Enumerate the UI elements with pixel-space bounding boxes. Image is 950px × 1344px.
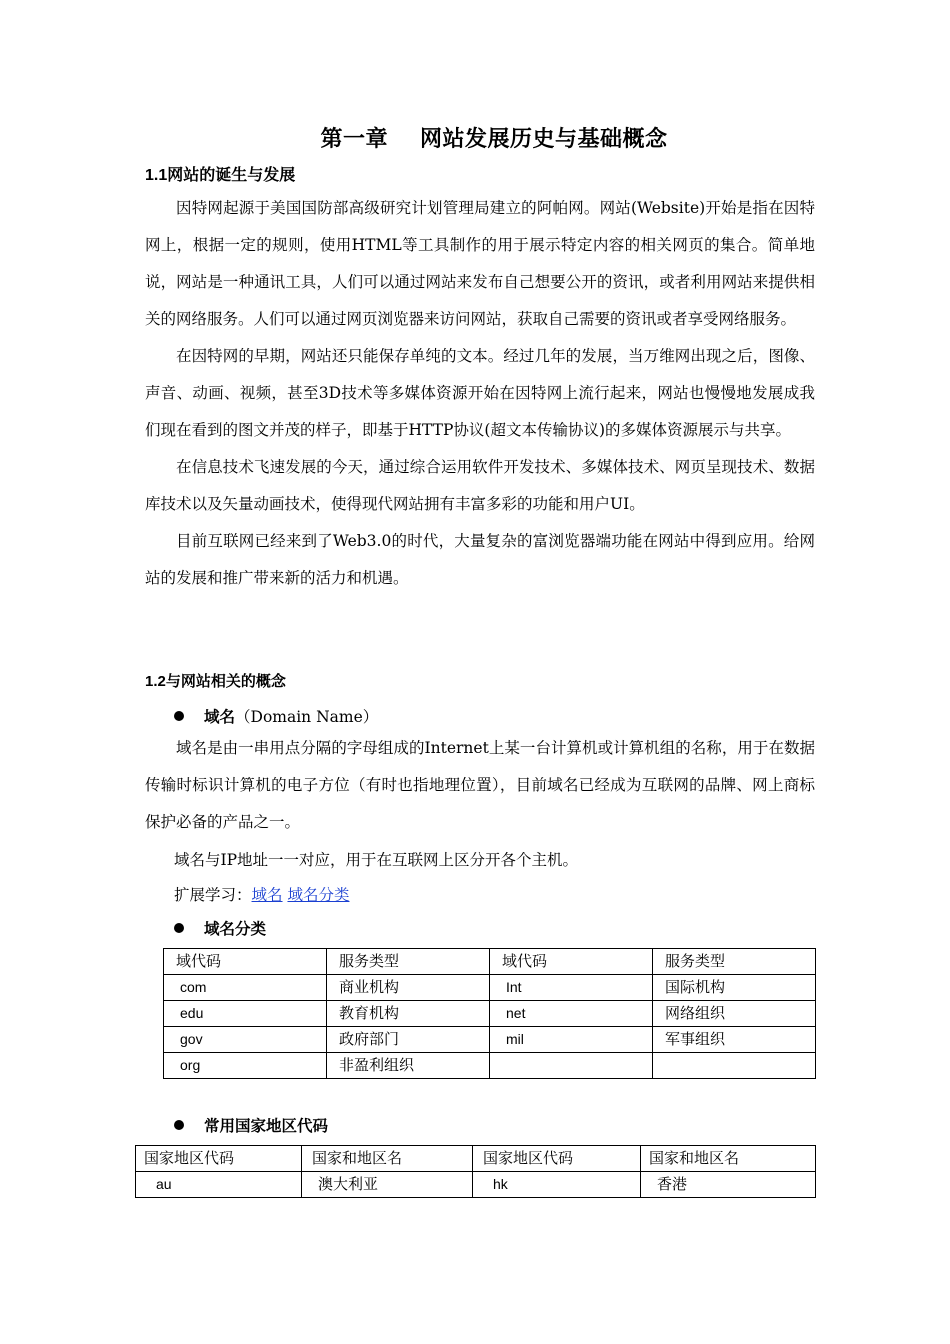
table-cell: 网络组织: [653, 1001, 816, 1027]
section-heading-1-2: 1.2与网站相关的概念: [145, 672, 286, 690]
table-cell: 军事组织: [653, 1027, 816, 1053]
table-header-cell: 域代码: [490, 949, 653, 975]
link-domain[interactable]: 域名: [251, 886, 283, 904]
table-row: [164, 975, 816, 1001]
domain-types-table: [163, 948, 816, 1079]
bullet-icon: [174, 711, 184, 721]
table-header-cell: 服务类型: [653, 949, 816, 975]
table-cell: 商业机构: [327, 975, 490, 1001]
table-header-cell: 域代码: [164, 949, 327, 975]
ip-mapping-line: 域名与IP地址一一对应，用于在互联网上区分开各个主机。: [174, 851, 579, 869]
table-row: [164, 1053, 816, 1079]
table-cell: 非盈利组织: [327, 1053, 490, 1079]
bullet-icon: [174, 923, 184, 933]
table-cell: [653, 1053, 816, 1079]
table-cell: 政府部门: [327, 1027, 490, 1053]
table-cell: com: [164, 975, 327, 1001]
country-codes-table: [135, 1145, 816, 1198]
table-cell: net: [490, 1001, 653, 1027]
section-1-1-body: [145, 190, 815, 597]
table-cell: 国际机构: [653, 975, 816, 1001]
table-header-row: [164, 949, 816, 975]
extend-learning: [174, 883, 349, 905]
paragraph: 目前互联网已经来到了Web3.0的时代，大量复杂的富浏览器端功能在网站中得到应用。给网站的发展和推广带来新的活力和机遇。: [145, 532, 815, 587]
table-cell: 澳大利亚: [302, 1172, 473, 1198]
bullet-domain-types: 域名分类: [174, 917, 266, 939]
bullet-domain-name: 域名（Domain Name）: [174, 705, 378, 727]
bullet-country-codes: 常用国家地区代码: [174, 1114, 328, 1136]
table-cell: gov: [164, 1027, 327, 1053]
table-header-cell: 国家地区代码: [473, 1146, 641, 1172]
chapter-name: 网站发展历史与基础概念: [420, 126, 668, 152]
bullet-icon: [174, 1120, 184, 1130]
table-header-row: [136, 1146, 816, 1172]
table-cell: hk: [473, 1172, 641, 1198]
section-heading-1-1: 1.1网站的诞生与发展: [145, 165, 296, 184]
paragraph: 因特网起源于美国国防部高级研究计划管理局建立的阿帕网。网站(Website)开始是指在因特网上，根据一定的规则，使用HTML等工具制作的用于展示特定内容的相关网页的集合。简单地说，网站是一种通讯工具，人们可以通过网站来发布自己想要公开的资讯，或者利用网站来提供相关的网络服务。人们可以通过网页浏览器来访问网站，获取自己需要的资讯或者享受网络服务。: [145, 199, 815, 328]
table-row: [164, 1027, 816, 1053]
table-cell: edu: [164, 1001, 327, 1027]
table-header-cell: 国家和地区名: [302, 1146, 473, 1172]
table-header-cell: 服务类型: [327, 949, 490, 975]
chapter-title: [0, 122, 950, 153]
table-cell: au: [136, 1172, 302, 1198]
table-header-cell: 国家和地区名: [641, 1146, 816, 1172]
table-cell: org: [164, 1053, 327, 1079]
table-row: [136, 1172, 816, 1198]
paragraph: 域名是由一串用点分隔的字母组成的Internet上某一台计算机或计算机组的名称，用于在数据传输时标识计算机的电子方位（有时也指地理位置），目前域名已经成为互联网的品牌、网上商标保护必备的产品之一。: [145, 739, 815, 831]
table-cell: 教育机构: [327, 1001, 490, 1027]
table-cell: [490, 1053, 653, 1079]
extend-label: 扩展学习：: [174, 886, 252, 904]
paragraph: 在信息技术飞速发展的今天，通过综合运用软件开发技术、多媒体技术、网页呈现技术、数据库技术以及矢量动画技术，使得现代网站拥有丰富多彩的功能和用户UI。: [145, 458, 815, 513]
link-domain-types[interactable]: 域名分类: [287, 886, 350, 904]
table-cell: 香港: [641, 1172, 816, 1198]
table-cell: mil: [490, 1027, 653, 1053]
domain-description: [145, 730, 815, 841]
table-header-cell: 国家地区代码: [136, 1146, 302, 1172]
chapter-number: 第一章: [320, 126, 388, 152]
table-cell: Int: [490, 975, 653, 1001]
paragraph: 在因特网的早期，网站还只能保存单纯的文本。经过几年的发展，当万维网出现之后，图像、声音、动画、视频，甚至3D技术等多媒体资源开始在因特网上流行起来，网站也慢慢地发展成我们现在看到的图文并茂的样子，即基于HTTP协议(超文本传输协议)的多媒体资源展示与共享。: [145, 347, 815, 439]
table-row: [164, 1001, 816, 1027]
